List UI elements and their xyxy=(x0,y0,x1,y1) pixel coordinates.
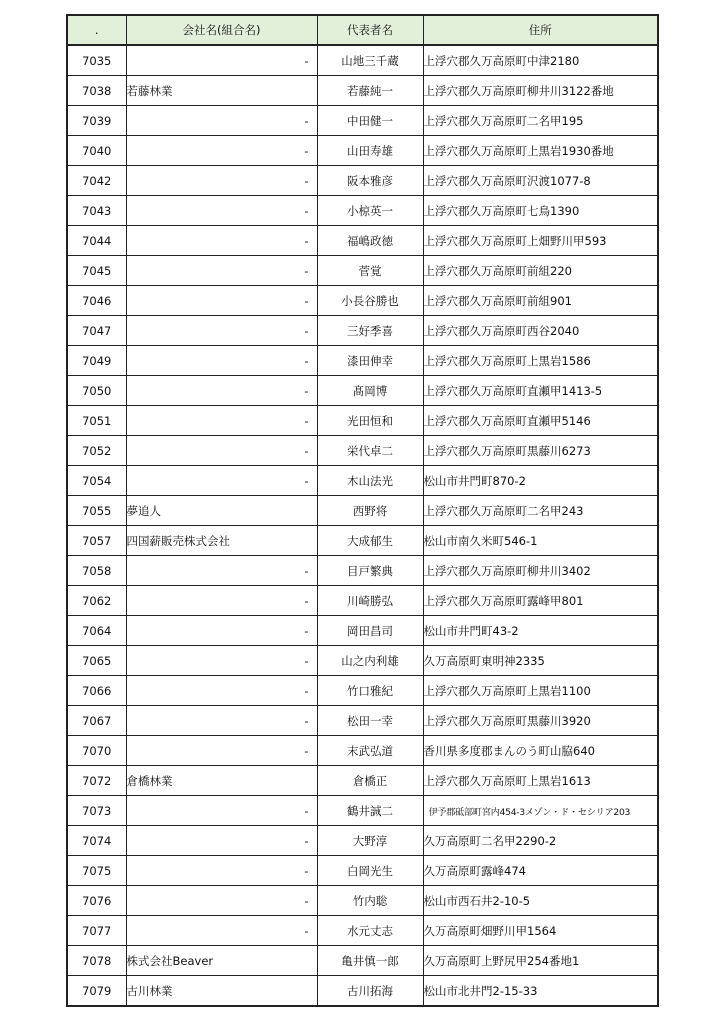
cell-address: 上浮穴郡久万高原町西谷2040 xyxy=(423,316,658,346)
cell-company: - xyxy=(126,646,317,676)
cell-representative: 山田寿雄 xyxy=(317,136,423,166)
cell-representative: 目戸繁典 xyxy=(317,556,423,586)
cell-address: 香川県多度郡まんのう町山脇640 xyxy=(423,736,658,766)
cell-id: 7077 xyxy=(67,916,126,946)
table-row xyxy=(67,766,658,796)
cell-company: - xyxy=(126,676,317,706)
table-row xyxy=(67,886,658,916)
cell-company: - xyxy=(126,166,317,196)
cell-address: 上浮穴郡久万高原町上黒岩1930番地 xyxy=(423,136,658,166)
table-row xyxy=(67,346,658,376)
cell-representative: 若藤純一 xyxy=(317,76,423,106)
cell-representative: 古川拓海 xyxy=(317,976,423,1007)
cell-company: - xyxy=(126,136,317,166)
cell-id: 7046 xyxy=(67,286,126,316)
cell-company: - xyxy=(126,706,317,736)
cell-company: - xyxy=(126,556,317,586)
cell-id: 7075 xyxy=(67,856,126,886)
cell-representative: 山之内利雄 xyxy=(317,646,423,676)
cell-address: 松山市南久米町546-1 xyxy=(423,526,658,556)
cell-id: 7057 xyxy=(67,526,126,556)
cell-address: 上浮穴郡久万高原町黒藤川3920 xyxy=(423,706,658,736)
cell-id: 7035 xyxy=(67,45,126,76)
cell-id: 7058 xyxy=(67,556,126,586)
table-row xyxy=(67,706,658,736)
cell-address: 上浮穴郡久万高原町二名甲195 xyxy=(423,106,658,136)
cell-id: 7055 xyxy=(67,496,126,526)
table-row xyxy=(67,286,658,316)
cell-id: 7045 xyxy=(67,256,126,286)
table-row xyxy=(67,946,658,976)
cell-representative: 阪本雅彦 xyxy=(317,166,423,196)
cell-address: 上浮穴郡久万高原町柳井川3402 xyxy=(423,556,658,586)
table-row xyxy=(67,406,658,436)
cell-representative: 栄代卓二 xyxy=(317,436,423,466)
cell-company: - xyxy=(126,466,317,496)
cell-id: 7067 xyxy=(67,706,126,736)
cell-address: 松山市西石井2-10-5 xyxy=(423,886,658,916)
cell-id: 7079 xyxy=(67,976,126,1007)
table-row xyxy=(67,45,658,76)
cell-company: 古川林業 xyxy=(126,976,317,1007)
header-company: 会社名(組合名) xyxy=(126,15,317,45)
cell-representative: 大成郁生 xyxy=(317,526,423,556)
cell-representative: 小長谷勝也 xyxy=(317,286,423,316)
cell-company: - xyxy=(126,376,317,406)
cell-address: 久万高原町露峰474 xyxy=(423,856,658,886)
cell-representative: 木山法光 xyxy=(317,466,423,496)
cell-address: 松山市井門町43-2 xyxy=(423,616,658,646)
cell-representative: 西野将 xyxy=(317,496,423,526)
cell-id: 7064 xyxy=(67,616,126,646)
cell-company: 四国薪販売株式会社 xyxy=(126,526,317,556)
table-row xyxy=(67,376,658,406)
header-row xyxy=(67,15,658,45)
cell-company: 株式会社Beaver xyxy=(126,946,317,976)
cell-representative: 白岡光生 xyxy=(317,856,423,886)
cell-id: 7042 xyxy=(67,166,126,196)
cell-representative: 鶴井誠二 xyxy=(317,796,423,826)
cell-address: 久万高原町東明神2335 xyxy=(423,646,658,676)
cell-id: 7070 xyxy=(67,736,126,766)
cell-representative: 岡田昌司 xyxy=(317,616,423,646)
cell-id: 7049 xyxy=(67,346,126,376)
table-row xyxy=(67,166,658,196)
cell-id: 7050 xyxy=(67,376,126,406)
cell-company: - xyxy=(126,796,317,826)
cell-id: 7054 xyxy=(67,466,126,496)
cell-address: 久万高原町上野尻甲254番地1 xyxy=(423,946,658,976)
cell-address: 上浮穴郡久万高原町柳井川3122番地 xyxy=(423,76,658,106)
table-row xyxy=(67,676,658,706)
cell-address: 久万高原町二名甲2290-2 xyxy=(423,826,658,856)
cell-address: 上浮穴郡久万高原町直瀬甲5146 xyxy=(423,406,658,436)
cell-id: 7040 xyxy=(67,136,126,166)
header-representative: 代表者名 xyxy=(317,15,423,45)
table-row xyxy=(67,976,658,1007)
cell-address: 伊予郡砥部町宮内454-3メゾン・ド・セシリア203 xyxy=(423,796,658,826)
header-address: 住所 xyxy=(423,15,658,45)
table-row xyxy=(67,556,658,586)
cell-id: 7047 xyxy=(67,316,126,346)
table-row xyxy=(67,196,658,226)
cell-company: - xyxy=(126,106,317,136)
cell-representative: 菅覚 xyxy=(317,256,423,286)
table-row xyxy=(67,826,658,856)
cell-company: - xyxy=(126,886,317,916)
cell-address: 上浮穴郡久万高原町上黒岩1613 xyxy=(423,766,658,796)
cell-id: 7072 xyxy=(67,766,126,796)
cell-company: - xyxy=(126,616,317,646)
cell-address: 久万高原町畑野川甲1564 xyxy=(423,916,658,946)
cell-address: 松山市井門町870-2 xyxy=(423,466,658,496)
table-row xyxy=(67,106,658,136)
cell-address: 上浮穴郡久万高原町上黒岩1100 xyxy=(423,676,658,706)
cell-company: - xyxy=(126,226,317,256)
cell-id: 7076 xyxy=(67,886,126,916)
cell-representative: 竹口雅紀 xyxy=(317,676,423,706)
table-row xyxy=(67,76,658,106)
table-row xyxy=(67,466,658,496)
header-id: . xyxy=(67,15,126,45)
cell-id: 7044 xyxy=(67,226,126,256)
cell-id: 7065 xyxy=(67,646,126,676)
cell-address: 上浮穴郡久万高原町露峰甲801 xyxy=(423,586,658,616)
cell-representative: 水元丈志 xyxy=(317,916,423,946)
cell-address: 上浮穴郡久万高原町直瀬甲1413-5 xyxy=(423,376,658,406)
cell-address: 上浮穴郡久万高原町上畑野川甲593 xyxy=(423,226,658,256)
table-row xyxy=(67,856,658,886)
table-row xyxy=(67,256,658,286)
cell-company: - xyxy=(126,826,317,856)
cell-company: - xyxy=(126,856,317,886)
cell-representative: 川崎勝弘 xyxy=(317,586,423,616)
table-row xyxy=(67,496,658,526)
table-row xyxy=(67,736,658,766)
cell-address: 上浮穴郡久万高原町中津2180 xyxy=(423,45,658,76)
cell-company: 若藤林業 xyxy=(126,76,317,106)
cell-id: 7073 xyxy=(67,796,126,826)
table-row xyxy=(67,916,658,946)
table-row xyxy=(67,616,658,646)
table-row xyxy=(67,586,658,616)
cell-representative: 山地三千蔵 xyxy=(317,45,423,76)
cell-company: - xyxy=(126,916,317,946)
cell-representative: 倉橋正 xyxy=(317,766,423,796)
cell-representative: 末武弘道 xyxy=(317,736,423,766)
cell-representative: 中田健一 xyxy=(317,106,423,136)
cell-id: 7052 xyxy=(67,436,126,466)
cell-company: - xyxy=(126,436,317,466)
table-row xyxy=(67,796,658,826)
cell-id: 7038 xyxy=(67,76,126,106)
table-row xyxy=(67,526,658,556)
cell-company: - xyxy=(126,196,317,226)
cell-representative: 三好季喜 xyxy=(317,316,423,346)
cell-id: 7039 xyxy=(67,106,126,136)
cell-representative: 福嶋政徳 xyxy=(317,226,423,256)
table-row xyxy=(67,226,658,256)
cell-representative: 亀井慎一郎 xyxy=(317,946,423,976)
cell-company: - xyxy=(126,256,317,286)
cell-representative: 光田恒和 xyxy=(317,406,423,436)
cell-company: - xyxy=(126,45,317,76)
cell-address: 上浮穴郡久万高原町沢渡1077-8 xyxy=(423,166,658,196)
cell-company: - xyxy=(126,346,317,376)
cell-company: 倉橋林業 xyxy=(126,766,317,796)
cell-address: 上浮穴郡久万高原町七鳥1390 xyxy=(423,196,658,226)
table-row xyxy=(67,646,658,676)
cell-company: - xyxy=(126,316,317,346)
cell-id: 7078 xyxy=(67,946,126,976)
cell-representative: 髙岡博 xyxy=(317,376,423,406)
cell-id: 7043 xyxy=(67,196,126,226)
cell-address: 上浮穴郡久万高原町前組901 xyxy=(423,286,658,316)
cell-representative: 大野淳 xyxy=(317,826,423,856)
cell-company: 夢追人 xyxy=(126,496,317,526)
cell-id: 7062 xyxy=(67,586,126,616)
cell-company: - xyxy=(126,736,317,766)
cell-address: 上浮穴郡久万高原町二名甲243 xyxy=(423,496,658,526)
cell-address: 上浮穴郡久万高原町上黒岩1586 xyxy=(423,346,658,376)
roster-table xyxy=(66,14,659,1007)
cell-id: 7066 xyxy=(67,676,126,706)
cell-representative: 漆田伸幸 xyxy=(317,346,423,376)
cell-representative: 松田一幸 xyxy=(317,706,423,736)
cell-id: 7051 xyxy=(67,406,126,436)
cell-address: 松山市北井門2-15-33 xyxy=(423,976,658,1007)
cell-address: 上浮穴郡久万高原町前組220 xyxy=(423,256,658,286)
cell-representative: 竹内聡 xyxy=(317,886,423,916)
table-row xyxy=(67,136,658,166)
cell-company: - xyxy=(126,586,317,616)
cell-company: - xyxy=(126,406,317,436)
table-row xyxy=(67,316,658,346)
cell-address: 上浮穴郡久万高原町黒藤川6273 xyxy=(423,436,658,466)
cell-company: - xyxy=(126,286,317,316)
cell-id: 7074 xyxy=(67,826,126,856)
table-row xyxy=(67,436,658,466)
cell-representative: 小椋英一 xyxy=(317,196,423,226)
